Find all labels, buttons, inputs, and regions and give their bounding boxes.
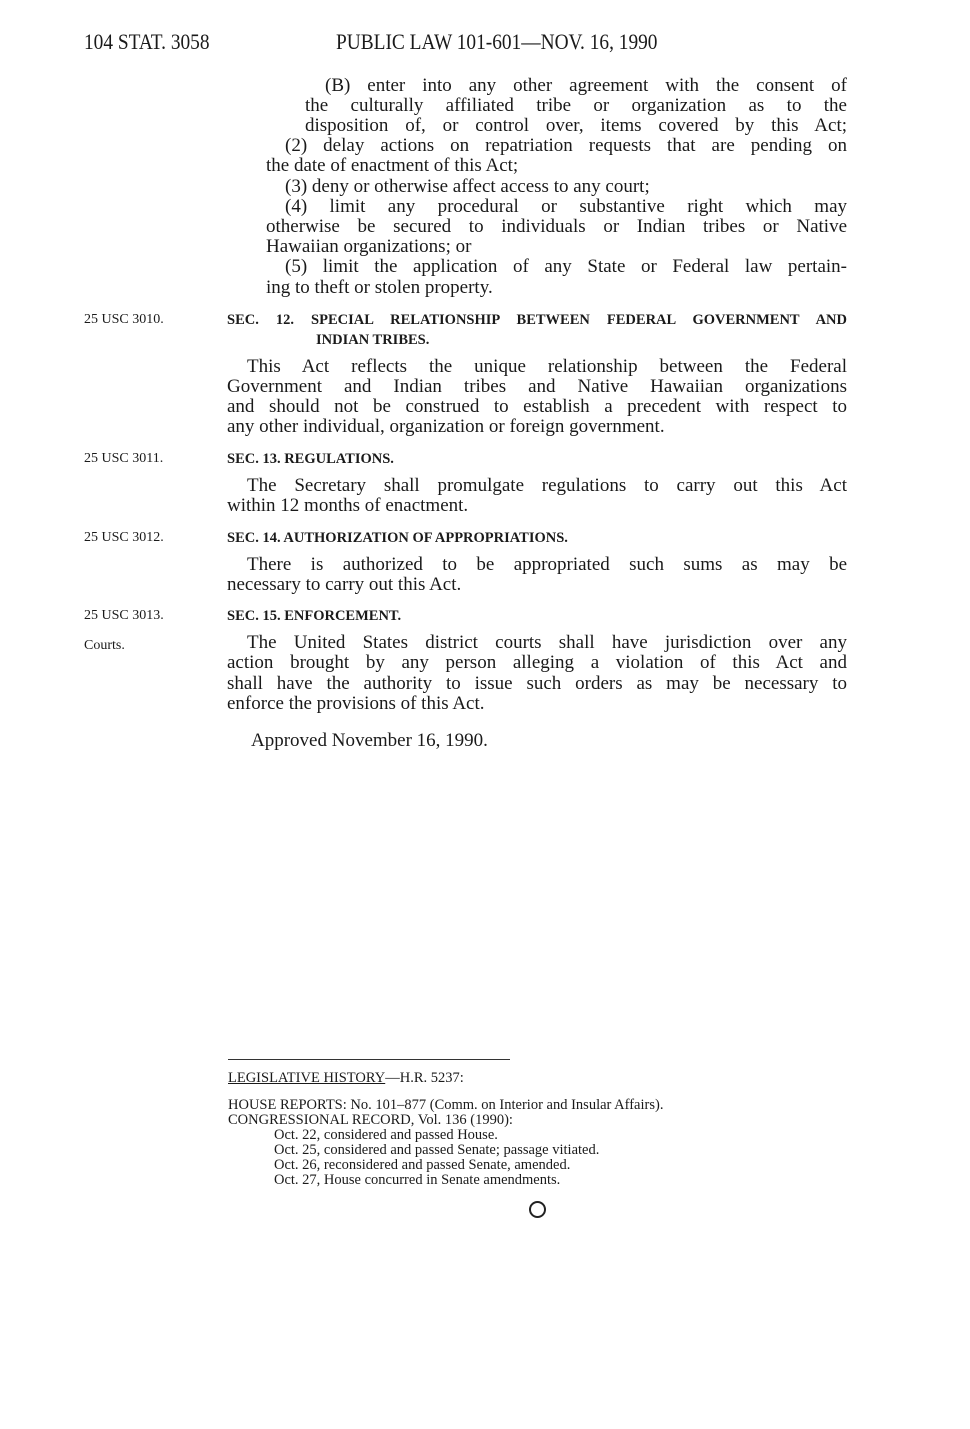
divider [228,1059,510,1060]
text-line: ing to theft or stolen property. [266,277,493,298]
legislative-history-label: LEGISLATIVE HISTORY [228,1070,386,1086]
text-line: (3) deny or otherwise affect access to any court; [285,176,650,197]
section-heading: INDIAN TRIBES. [316,332,430,348]
text-line: the date of enactment of this Act; [266,155,519,176]
page-number: 104 STAT. 3058 [84,29,210,54]
text-line: (4) limit any procedural or substantive right which may [285,196,847,217]
text-line: otherwise be secured to individuals or Indian tribes or Native [266,216,847,237]
margin-note: Courts. [84,638,125,653]
history-action: Oct. 27, House concurred in Senate amendments. [274,1172,561,1188]
text-line: necessary to carry out this Act. [227,574,462,595]
text-line: enforce the provisions of this Act. [227,693,485,714]
legislative-history-title [228,1071,464,1086]
text-line: This Act reflects the unique relationship between the Federal [247,356,847,377]
text-line: and should not be construed to establish a precedent with respect to [227,396,847,417]
text-line: within 12 months of enactment. [227,495,469,516]
section-heading: SEC. 13. REGULATIONS. [227,451,394,467]
house-reports: HOUSE REPORTS: No. 101–877 (Comm. on Interior and Insular Affairs). [228,1097,664,1113]
end-mark-circle-icon [529,1201,546,1218]
history-action: Oct. 25, considered and passed Senate; passage vitiated. [274,1142,600,1158]
text-line: shall have the authority to issue such orders as may be necessary to [227,673,847,694]
congressional-record: CONGRESSIONAL RECORD, Vol. 136 (1990): [228,1112,513,1128]
text-line: disposition of, or control over, items covered by this Act; [305,115,847,136]
margin-citation: 25 USC 3013. [84,608,164,623]
section-heading: SEC. 14. AUTHORIZATION OF APPROPRIATIONS. [227,530,568,546]
text-line: Government and Indian tribes and Native Hawaiian organizations [227,376,847,397]
history-action: Oct. 26, reconsidered and passed Senate, amended. [274,1157,571,1173]
text-line: (2) delay actions on repatriation requests that are pending on [285,135,847,156]
text-line: the culturally affiliated tribe or organization as to the [305,95,847,116]
margin-citation: 25 USC 3011. [84,451,164,466]
text-line: any other individual, organization or foreign government. [227,416,665,437]
margin-citation: 25 USC 3010. [84,312,164,327]
text-line: There is authorized to be appropriated such sums as may be [247,554,847,575]
text-line: (5) limit the application of any State or Federal law pertain- [285,256,847,277]
bill-number: —H.R. 5237: [385,1070,464,1086]
approval-date: Approved November 16, 1990. [251,730,488,751]
text-line: The Secretary shall promulgate regulations to carry out this Act [247,475,847,496]
section-heading: SEC. 15. ENFORCEMENT. [227,608,402,624]
text-line: The United States district courts shall have jurisdiction over any [247,632,847,653]
text-line: action brought by any person alleging a violation of this Act and [227,652,847,673]
history-action: Oct. 22, considered and passed House. [274,1127,498,1143]
section-heading: SEC. 12. SPECIAL RELATIONSHIP BETWEEN FEDERAL GOVERNMENT AND [227,312,847,328]
text-line: Hawaiian organizations; or [266,236,472,257]
margin-citation: 25 USC 3012. [84,530,164,545]
text-line: (B) enter into any other agreement with the consent of [325,75,847,96]
running-title: PUBLIC LAW 101-601—NOV. 16, 1990 [336,29,658,54]
